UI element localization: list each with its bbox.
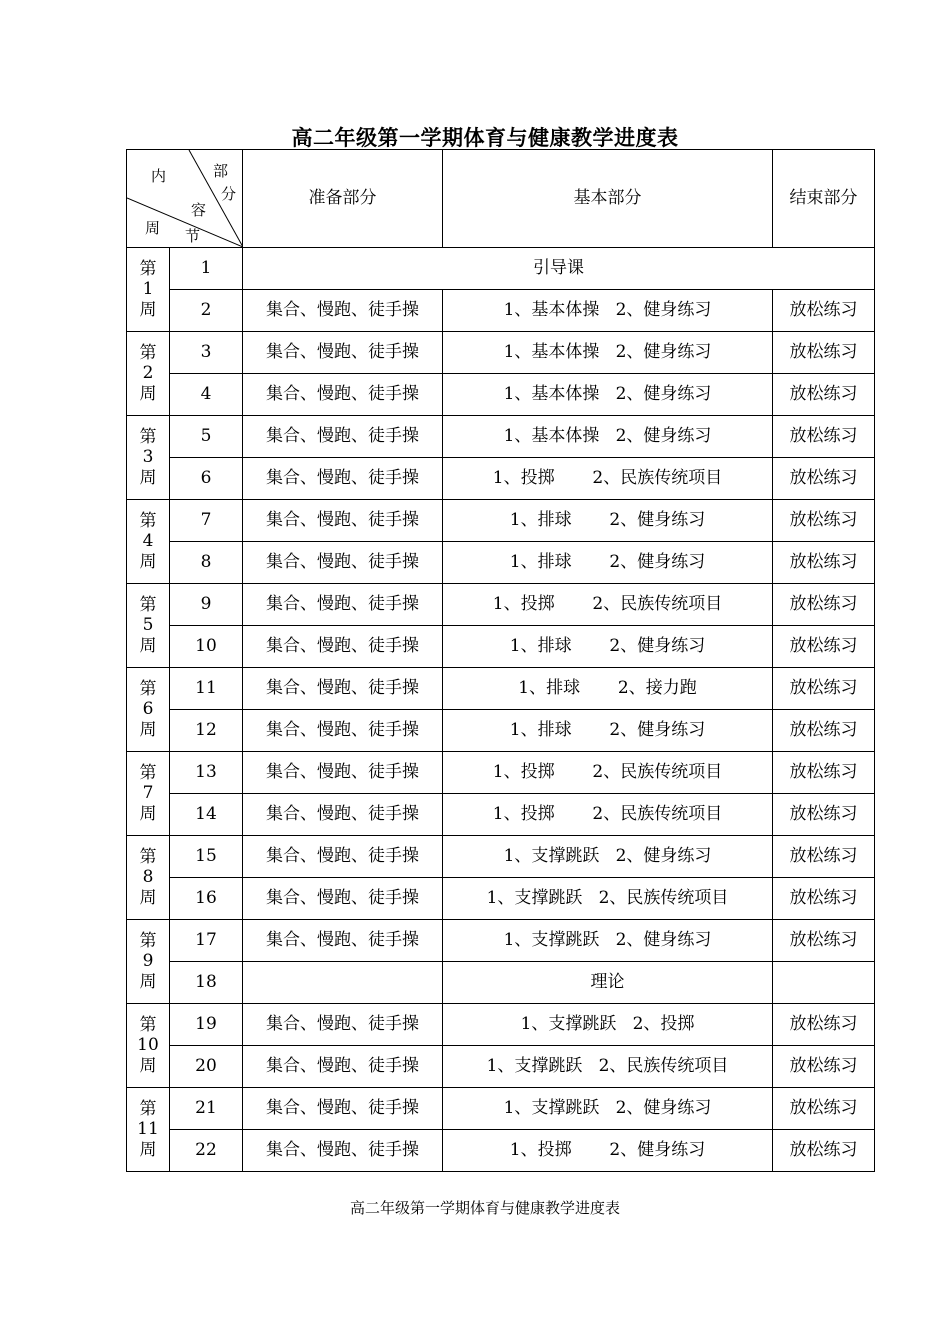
lesson-number-cell: 4: [170, 374, 243, 416]
basic-cell: 理论: [443, 962, 773, 1004]
week-cell: [127, 920, 170, 1004]
table-row: [127, 248, 875, 290]
lesson-number-cell: 8: [170, 542, 243, 584]
lesson-number-cell: 19: [170, 1004, 243, 1046]
lesson-number-cell: 1: [170, 248, 243, 290]
end-cell: 放松练习: [773, 878, 875, 920]
header-prep: 准备部分: [243, 150, 443, 248]
prep-cell: 集合、慢跑、徒手操: [243, 290, 443, 332]
week-label-char: 周: [139, 719, 157, 740]
merged-content-cell: 引导课: [243, 248, 875, 290]
table-row: [127, 962, 875, 1004]
week-label-char: 6: [142, 699, 154, 720]
table-row: [127, 1046, 875, 1088]
week-label-char: 第: [139, 426, 157, 447]
week-label-char: 第: [139, 258, 157, 279]
week-label-char: 1: [142, 279, 154, 300]
prep-cell: 集合、慢跑、徒手操: [243, 836, 443, 878]
week-label-char: 周: [139, 299, 157, 320]
week-cell: [127, 836, 170, 920]
diag-label-bu: 部: [213, 162, 229, 180]
table-row: [127, 584, 875, 626]
lesson-number-cell: 13: [170, 752, 243, 794]
basic-cell: 1、支撑跳跃 2、投掷: [443, 1004, 773, 1046]
table-row: [127, 878, 875, 920]
end-cell: 放松练习: [773, 332, 875, 374]
header-row: [127, 150, 875, 248]
week-cell: [127, 416, 170, 500]
table-row: [127, 290, 875, 332]
lesson-number-cell: 12: [170, 710, 243, 752]
week-label-char: 第: [139, 930, 157, 951]
week-cell: [127, 500, 170, 584]
diagonal-header-cell: [127, 150, 243, 248]
week-cell: [127, 248, 170, 332]
lesson-number-cell: 16: [170, 878, 243, 920]
table-row: [127, 458, 875, 500]
week-cell: [127, 584, 170, 668]
week-label-char: 第: [139, 1014, 157, 1035]
end-cell: 放松练习: [773, 374, 875, 416]
end-cell: 放松练习: [773, 584, 875, 626]
week-label-char: 第: [139, 594, 157, 615]
table-row: [127, 752, 875, 794]
table-row: [127, 1088, 875, 1130]
basic-cell: 1、投掷 2、民族传统项目: [443, 752, 773, 794]
diag-label-jie: 节: [185, 227, 201, 245]
schedule-table: [126, 149, 875, 1172]
header-end: 结束部分: [773, 150, 875, 248]
lesson-number-cell: 18: [170, 962, 243, 1004]
week-label-char: 8: [142, 867, 154, 888]
end-cell: 放松练习: [773, 290, 875, 332]
end-cell: [773, 962, 875, 1004]
lesson-number-cell: 9: [170, 584, 243, 626]
prep-cell: 集合、慢跑、徒手操: [243, 374, 443, 416]
week-label-char: 周: [139, 887, 157, 908]
basic-cell: 1、基本体操 2、健身练习: [443, 416, 773, 458]
end-cell: 放松练习: [773, 416, 875, 458]
prep-cell: 集合、慢跑、徒手操: [243, 332, 443, 374]
week-label-char: 第: [139, 342, 157, 363]
table-row: [127, 500, 875, 542]
week-label-char: 3: [142, 447, 154, 468]
week-cell: [127, 332, 170, 416]
week-label-char: 4: [142, 531, 154, 552]
diag-label-nei: 内: [151, 167, 167, 185]
week-label-char: 10: [137, 1035, 159, 1056]
end-cell: 放松练习: [773, 668, 875, 710]
lesson-number-cell: 15: [170, 836, 243, 878]
basic-cell: 1、支撑跳跃 2、健身练习: [443, 836, 773, 878]
end-cell: 放松练习: [773, 794, 875, 836]
week-cell: [127, 668, 170, 752]
week-label-char: 周: [139, 635, 157, 656]
prep-cell: 集合、慢跑、徒手操: [243, 500, 443, 542]
basic-cell: 1、基本体操 2、健身练习: [443, 374, 773, 416]
week-label-char: 5: [142, 615, 154, 636]
lesson-number-cell: 21: [170, 1088, 243, 1130]
lesson-number-cell: 5: [170, 416, 243, 458]
end-cell: 放松练习: [773, 500, 875, 542]
week-label-char: 周: [139, 1139, 157, 1160]
table-row: [127, 1004, 875, 1046]
table-row: [127, 626, 875, 668]
schedule-table-body: [127, 150, 875, 1172]
table-row: [127, 920, 875, 962]
week-label-char: 周: [139, 467, 157, 488]
lesson-number-cell: 17: [170, 920, 243, 962]
week-label-char: 周: [139, 971, 157, 992]
basic-cell: 1、支撑跳跃 2、民族传统项目: [443, 878, 773, 920]
lesson-number-cell: 22: [170, 1130, 243, 1172]
week-label-char: 11: [137, 1119, 159, 1140]
lesson-number-cell: 3: [170, 332, 243, 374]
week-label-char: 第: [139, 1098, 157, 1119]
prep-cell: 集合、慢跑、徒手操: [243, 458, 443, 500]
end-cell: 放松练习: [773, 836, 875, 878]
basic-cell: 1、投掷 2、健身练习: [443, 1130, 773, 1172]
week-label-char: 第: [139, 510, 157, 531]
week-cell: [127, 1004, 170, 1088]
week-label-char: 周: [139, 551, 157, 572]
prep-cell: 集合、慢跑、徒手操: [243, 668, 443, 710]
end-cell: 放松练习: [773, 710, 875, 752]
basic-cell: 1、投掷 2、民族传统项目: [443, 794, 773, 836]
week-label-char: 周: [139, 383, 157, 404]
lesson-number-cell: 20: [170, 1046, 243, 1088]
prep-cell: 集合、慢跑、徒手操: [243, 1130, 443, 1172]
table-row: [127, 1130, 875, 1172]
lesson-number-cell: 14: [170, 794, 243, 836]
prep-cell: 集合、慢跑、徒手操: [243, 626, 443, 668]
week-cell: [127, 752, 170, 836]
prep-cell: 集合、慢跑、徒手操: [243, 794, 443, 836]
end-cell: 放松练习: [773, 458, 875, 500]
week-label-char: 第: [139, 678, 157, 699]
prep-cell: 集合、慢跑、徒手操: [243, 1004, 443, 1046]
diag-label-zhou: 周: [145, 219, 161, 237]
diag-label-rong: 容: [191, 201, 207, 219]
basic-cell: 1、基本体操 2、健身练习: [443, 332, 773, 374]
prep-cell: 集合、慢跑、徒手操: [243, 752, 443, 794]
week-label-char: 7: [142, 783, 154, 804]
header-basic: 基本部分: [443, 150, 773, 248]
lesson-number-cell: 7: [170, 500, 243, 542]
prep-cell: 集合、慢跑、徒手操: [243, 584, 443, 626]
prep-cell: 集合、慢跑、徒手操: [243, 1088, 443, 1130]
table-row: [127, 416, 875, 458]
basic-cell: 1、排球 2、健身练习: [443, 710, 773, 752]
end-cell: 放松练习: [773, 626, 875, 668]
basic-cell: 1、投掷 2、民族传统项目: [443, 458, 773, 500]
end-cell: 放松练习: [773, 1046, 875, 1088]
week-label-char: 第: [139, 762, 157, 783]
end-cell: 放松练习: [773, 1004, 875, 1046]
week-label-char: 2: [142, 363, 154, 384]
basic-cell: 1、排球 2、健身练习: [443, 542, 773, 584]
prep-cell: [243, 962, 443, 1004]
end-cell: 放松练习: [773, 542, 875, 584]
page-footer: 高二年级第一学期体育与健康教学进度表: [349, 1199, 620, 1217]
diag-label-fen: 分: [221, 185, 237, 203]
table-row: [127, 794, 875, 836]
basic-cell: 1、基本体操 2、健身练习: [443, 290, 773, 332]
table-row: [127, 374, 875, 416]
prep-cell: 集合、慢跑、徒手操: [243, 416, 443, 458]
basic-cell: 1、支撑跳跃 2、民族传统项目: [443, 1046, 773, 1088]
prep-cell: 集合、慢跑、徒手操: [243, 1046, 443, 1088]
basic-cell: 1、排球 2、接力跑: [443, 668, 773, 710]
basic-cell: 1、排球 2、健身练习: [443, 500, 773, 542]
week-label-char: 9: [142, 951, 154, 972]
week-label-char: 周: [139, 803, 157, 824]
week-cell: [127, 1088, 170, 1172]
prep-cell: 集合、慢跑、徒手操: [243, 920, 443, 962]
prep-cell: 集合、慢跑、徒手操: [243, 542, 443, 584]
basic-cell: 1、支撑跳跃 2、健身练习: [443, 920, 773, 962]
week-label-char: 周: [139, 1055, 157, 1076]
basic-cell: 1、投掷 2、民族传统项目: [443, 584, 773, 626]
lesson-number-cell: 6: [170, 458, 243, 500]
table-row: [127, 542, 875, 584]
prep-cell: 集合、慢跑、徒手操: [243, 878, 443, 920]
table-row: [127, 836, 875, 878]
end-cell: 放松练习: [773, 920, 875, 962]
table-row: [127, 668, 875, 710]
table-row: [127, 710, 875, 752]
end-cell: 放松练习: [773, 1088, 875, 1130]
basic-cell: 1、排球 2、健身练习: [443, 626, 773, 668]
end-cell: 放松练习: [773, 1130, 875, 1172]
lesson-number-cell: 11: [170, 668, 243, 710]
basic-cell: 1、支撑跳跃 2、健身练习: [443, 1088, 773, 1130]
week-label-char: 第: [139, 846, 157, 867]
lesson-number-cell: 2: [170, 290, 243, 332]
page-title: 高二年级第一学期体育与健康教学进度表: [291, 125, 679, 150]
end-cell: 放松练习: [773, 752, 875, 794]
lesson-number-cell: 10: [170, 626, 243, 668]
prep-cell: 集合、慢跑、徒手操: [243, 710, 443, 752]
table-row: [127, 332, 875, 374]
